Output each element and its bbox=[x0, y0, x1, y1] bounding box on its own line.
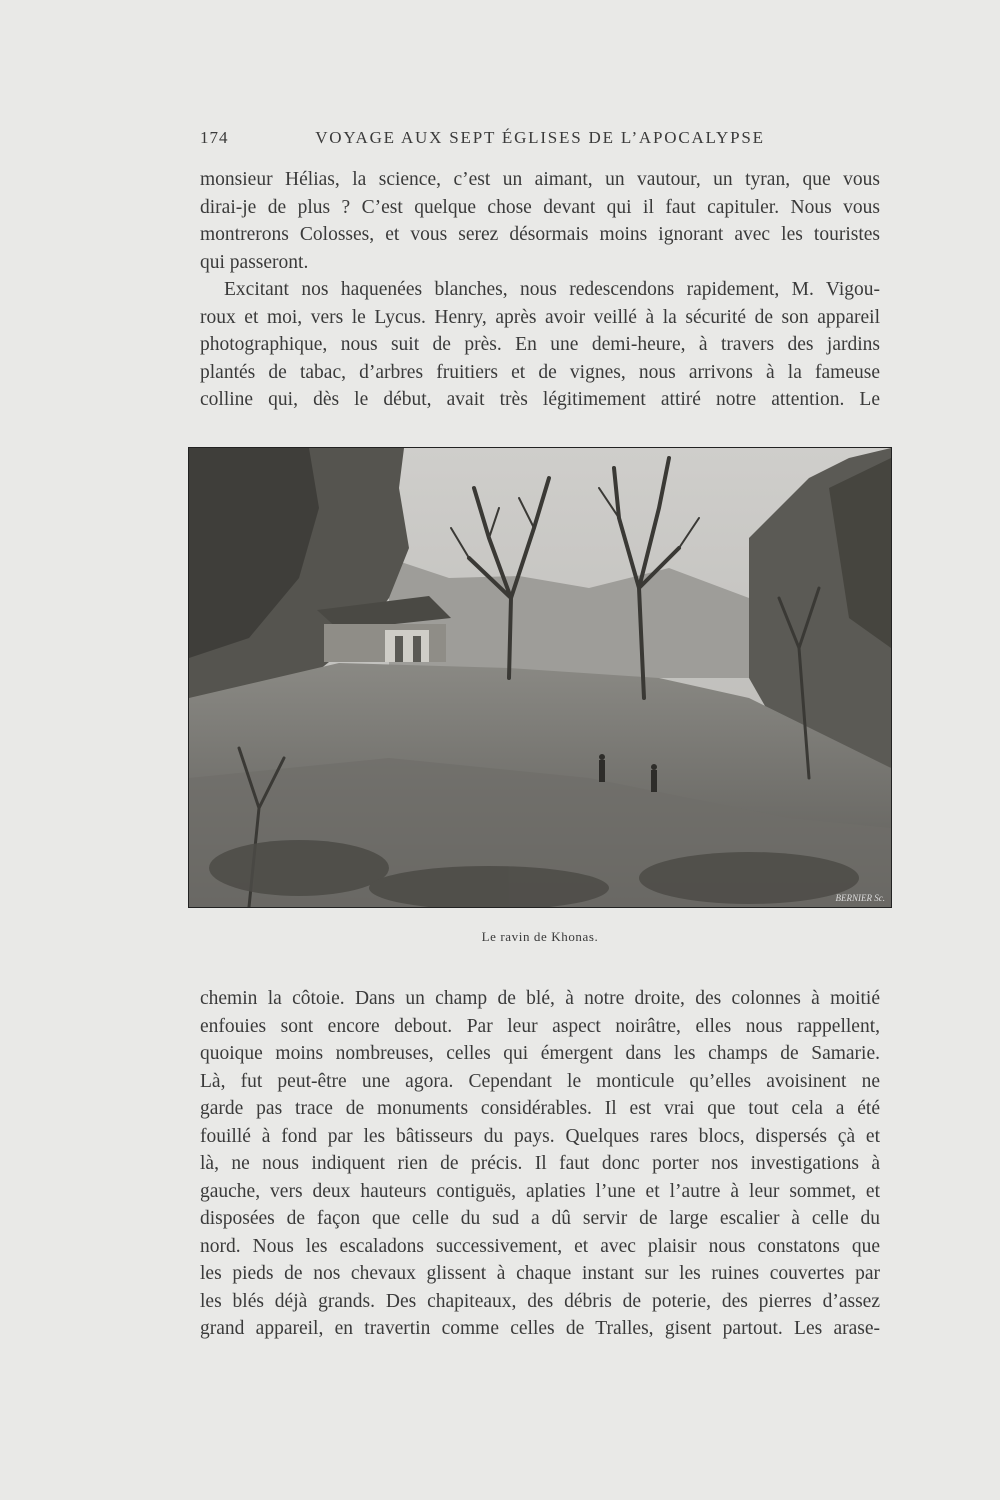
text-line: garde pas trace de monuments considérables. Il est vrai que tout cela a été bbox=[200, 1098, 880, 1119]
text-line: dirai-je de plus ? C’est quelque chose devant qui il faut capituler. Nous vous bbox=[200, 196, 880, 218]
photograph-ravine bbox=[188, 447, 892, 908]
text-line: qui passeront. bbox=[200, 251, 309, 273]
text-line: monsieur Hélias, la science, c’est un aimant, un vautour, un tyran, que vous bbox=[200, 169, 880, 190]
text-line: grand appareil, en travertin comme celles de Tralles, gisent partout. Les arase- bbox=[200, 1318, 880, 1339]
text-line: Là, fut peut-être une agora. Cependant le monticule qu’elles avoisinent ne bbox=[200, 1070, 880, 1092]
figure-caption: Le ravin de Khonas. bbox=[481, 929, 599, 944]
text-line: photographique, nous suit de près. En une demi-heure, à travers des jardins bbox=[200, 334, 880, 355]
page-number: 174 bbox=[200, 128, 229, 147]
page-header bbox=[200, 128, 880, 152]
text-line: les pieds de nos chevaux glissent à chaque instant sur les ruines couvertes par bbox=[200, 1263, 880, 1284]
text-line: quoique moins nombreuses, celles qui émergent dans les champs de Samarie. bbox=[200, 1043, 880, 1064]
text-line: nord. Nous les escaladons successivement, et avec plaisir nous constatons que bbox=[200, 1235, 880, 1257]
text-line: plantés de tabac, d’arbres fruitiers et de vignes, nous arrivons à la fameuse bbox=[200, 361, 880, 383]
running-title: VOYAGE AUX SEPT ÉGLISES DE L’APOCALYPSE bbox=[315, 128, 765, 147]
body-text-bottom bbox=[200, 985, 880, 1343]
text-line: roux et moi, vers le Lycus. Henry, après avoir veillé à la sécurité de son appareil bbox=[200, 306, 880, 328]
text-line: enfouies sont encore debout. Par leur aspect noirâtre, elles nous rappellent, bbox=[200, 1015, 880, 1037]
photograph-illustration bbox=[189, 448, 891, 907]
engraver-signature: BERNIER Sc. bbox=[835, 893, 885, 903]
text-line: Excitant nos haquenées blanches, nous redescendons rapidement, M. Vigou- bbox=[224, 279, 880, 300]
text-line: chemin la côtoie. Dans un champ de blé, à notre droite, des colonnes à moitié bbox=[200, 988, 880, 1009]
text-line: disposées de façon que celle du sud a dû servir de large escalier à celle du bbox=[200, 1208, 880, 1229]
text-line: fouillé à fond par les bâtisseurs du pays. Quelques rares blocs, dispersés çà et bbox=[200, 1125, 880, 1147]
text-line: là, ne nous indiquent rien de précis. Il faut donc porter nos investigations à bbox=[200, 1153, 880, 1174]
text-line: les blés déjà grands. Des chapiteaux, des débris de poterie, des pierres d’assez bbox=[200, 1290, 880, 1312]
text-line: colline qui, dès le début, avait très légitimement attiré notre attention. Le bbox=[200, 389, 880, 410]
text-line: gauche, vers deux hauteurs contiguës, aplaties l’une et l’autre à leur sommet, et bbox=[200, 1180, 880, 1202]
text-line: montrerons Colosses, et vous serez désormais moins ignorant avec les touristes bbox=[200, 224, 880, 245]
body-text-top bbox=[200, 166, 880, 414]
